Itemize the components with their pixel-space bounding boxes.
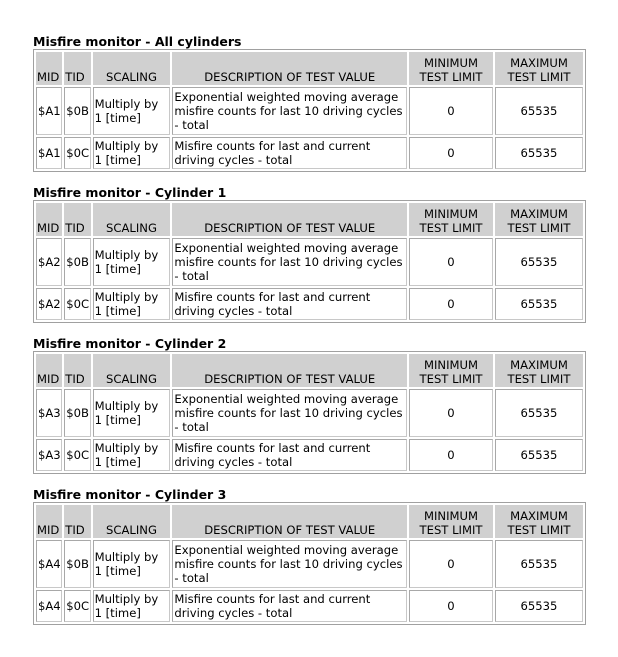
cell-max-limit: 65535	[495, 87, 583, 135]
cell-mid: $A2	[36, 288, 62, 320]
document-body	[33, 34, 586, 638]
header-description: DESCRIPTION OF TEST VALUE	[172, 505, 407, 538]
cell-min-limit: 0	[409, 87, 493, 135]
cell-scaling: Multiply by 1 [time]	[93, 439, 171, 471]
test-limits-table	[33, 49, 586, 172]
cell-mid: $A2	[36, 238, 62, 286]
monitor-section	[33, 487, 586, 625]
cell-max-limit: 65535	[495, 439, 583, 471]
monitor-section	[33, 336, 586, 474]
table-row	[36, 87, 583, 135]
cell-scaling: Multiply by 1 [time]	[93, 590, 171, 622]
cell-description: Misfire counts for last and current driving cycles - total	[172, 439, 407, 471]
cell-scaling: Multiply by 1 [time]	[93, 238, 171, 286]
cell-description: Misfire counts for last and current driving cycles - total	[172, 590, 407, 622]
table-row	[36, 238, 583, 286]
cell-mid: $A3	[36, 439, 62, 471]
cell-max-limit: 65535	[495, 238, 583, 286]
cell-tid: $0B	[64, 540, 90, 588]
header-max-limit: MAXIMUM TEST LIMIT	[495, 52, 583, 85]
section-title: Misfire monitor - All cylinders	[33, 34, 242, 49]
cell-min-limit: 0	[409, 439, 493, 471]
cell-mid: $A3	[36, 389, 62, 437]
table-row	[36, 389, 583, 437]
header-description: DESCRIPTION OF TEST VALUE	[172, 203, 407, 236]
header-mid: MID	[36, 354, 62, 387]
monitor-section	[33, 34, 586, 172]
cell-min-limit: 0	[409, 389, 493, 437]
header-tid: TID	[64, 354, 90, 387]
monitor-section	[33, 185, 586, 323]
header-min-limit: MINIMUM TEST LIMIT	[409, 354, 493, 387]
cell-description: Exponential weighted moving average misfire counts for last 10 driving cycles - total	[172, 540, 407, 588]
cell-description: Exponential weighted moving average misfire counts for last 10 driving cycles - total	[172, 238, 407, 286]
header-tid: TID	[64, 505, 90, 538]
cell-tid: $0B	[64, 389, 90, 437]
section-title: Misfire monitor - Cylinder 1	[33, 185, 227, 200]
section-title: Misfire monitor - Cylinder 3	[33, 487, 227, 502]
cell-max-limit: 65535	[495, 137, 583, 169]
header-scaling: SCALING	[93, 505, 171, 538]
cell-mid: $A1	[36, 137, 62, 169]
cell-tid: $0C	[64, 288, 90, 320]
header-tid: TID	[64, 203, 90, 236]
header-min-limit: MINIMUM TEST LIMIT	[409, 52, 493, 85]
cell-scaling: Multiply by 1 [time]	[93, 288, 171, 320]
cell-scaling: Multiply by 1 [time]	[93, 137, 171, 169]
header-min-limit: MINIMUM TEST LIMIT	[409, 203, 493, 236]
cell-description: Exponential weighted moving average misfire counts for last 10 driving cycles - total	[172, 389, 407, 437]
cell-min-limit: 0	[409, 540, 493, 588]
header-description: DESCRIPTION OF TEST VALUE	[172, 52, 407, 85]
table-row	[36, 137, 583, 169]
header-min-limit: MINIMUM TEST LIMIT	[409, 505, 493, 538]
cell-tid: $0C	[64, 439, 90, 471]
header-scaling: SCALING	[93, 52, 171, 85]
cell-description: Misfire counts for last and current driving cycles - total	[172, 288, 407, 320]
cell-tid: $0C	[64, 137, 90, 169]
cell-scaling: Multiply by 1 [time]	[93, 540, 171, 588]
table-row	[36, 439, 583, 471]
cell-tid: $0C	[64, 590, 90, 622]
cell-mid: $A4	[36, 590, 62, 622]
test-limits-table	[33, 351, 586, 474]
header-mid: MID	[36, 203, 62, 236]
cell-min-limit: 0	[409, 590, 493, 622]
header-max-limit: MAXIMUM TEST LIMIT	[495, 505, 583, 538]
header-description: DESCRIPTION OF TEST VALUE	[172, 354, 407, 387]
test-limits-table	[33, 200, 586, 323]
cell-min-limit: 0	[409, 288, 493, 320]
cell-scaling: Multiply by 1 [time]	[93, 389, 171, 437]
cell-mid: $A1	[36, 87, 62, 135]
test-limits-table	[33, 502, 586, 625]
header-scaling: SCALING	[93, 354, 171, 387]
cell-scaling: Multiply by 1 [time]	[93, 87, 171, 135]
header-max-limit: MAXIMUM TEST LIMIT	[495, 354, 583, 387]
header-mid: MID	[36, 52, 62, 85]
header-scaling: SCALING	[93, 203, 171, 236]
cell-description: Exponential weighted moving average misfire counts for last 10 driving cycles - total	[172, 87, 407, 135]
cell-tid: $0B	[64, 238, 90, 286]
section-title: Misfire monitor - Cylinder 2	[33, 336, 227, 351]
table-row	[36, 540, 583, 588]
cell-min-limit: 0	[409, 238, 493, 286]
cell-max-limit: 65535	[495, 540, 583, 588]
header-mid: MID	[36, 505, 62, 538]
cell-min-limit: 0	[409, 137, 493, 169]
cell-mid: $A4	[36, 540, 62, 588]
table-row	[36, 590, 583, 622]
cell-tid: $0B	[64, 87, 90, 135]
cell-max-limit: 65535	[495, 288, 583, 320]
table-row	[36, 288, 583, 320]
cell-description: Misfire counts for last and current driving cycles - total	[172, 137, 407, 169]
header-max-limit: MAXIMUM TEST LIMIT	[495, 203, 583, 236]
cell-max-limit: 65535	[495, 590, 583, 622]
header-tid: TID	[64, 52, 90, 85]
cell-max-limit: 65535	[495, 389, 583, 437]
